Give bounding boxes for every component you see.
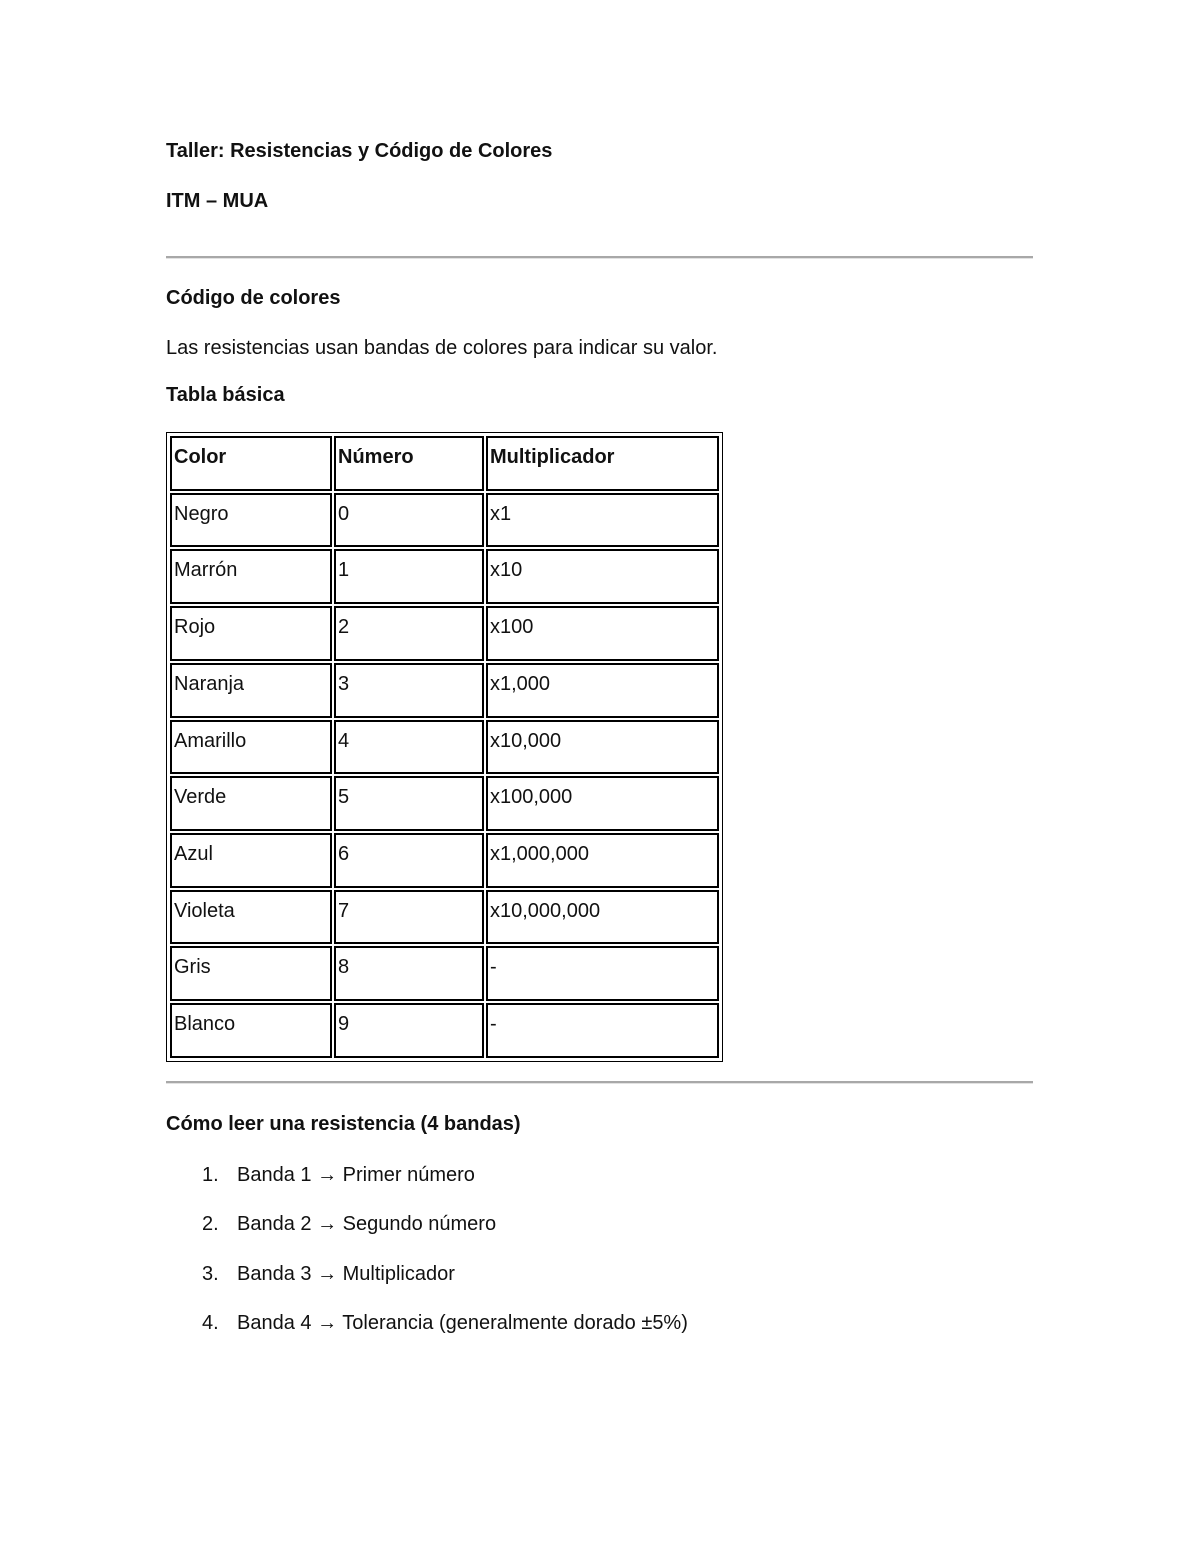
header-cell-color: Color xyxy=(170,436,332,491)
section-heading-leer: Cómo leer una resistencia (4 bandas) xyxy=(166,1113,521,1135)
cell-color: Negro xyxy=(170,493,332,548)
cell-number: 0 xyxy=(334,493,484,548)
cell-multiplier: x1 xyxy=(486,493,719,548)
list-item-number: 1. xyxy=(202,1164,219,1186)
table-heading: Tabla básica xyxy=(166,384,285,406)
cell-color: Violeta xyxy=(170,890,332,945)
list-item-text: Banda 3 → Multiplicador xyxy=(237,1262,455,1285)
cell-number: 9 xyxy=(334,1003,484,1058)
table-row xyxy=(170,890,719,945)
cell-number: 8 xyxy=(334,946,484,1001)
color-code-table-frame xyxy=(166,432,723,1062)
list-item-text: Banda 2 → Segundo número xyxy=(237,1213,497,1236)
cell-color: Marrón xyxy=(170,549,332,604)
cell-number: 5 xyxy=(334,776,484,831)
table-row xyxy=(170,606,719,661)
table-row xyxy=(170,946,719,1001)
cell-multiplier: x1,000,000 xyxy=(486,833,719,888)
horizontal-rule xyxy=(166,256,1033,259)
list-item-number: 3. xyxy=(202,1262,219,1285)
cell-number: 3 xyxy=(334,663,484,718)
horizontal-rule xyxy=(166,1081,1033,1084)
table-row xyxy=(170,549,719,604)
cell-color: Blanco xyxy=(170,1003,332,1058)
cell-multiplier: x10,000,000 xyxy=(486,890,719,945)
color-code-table xyxy=(168,434,721,1060)
cell-number: 6 xyxy=(334,833,484,888)
cell-multiplier: x1,000 xyxy=(486,663,719,718)
intro-paragraph: Las resistencias usan bandas de colores para indicar su valor. xyxy=(166,337,718,359)
cell-multiplier: - xyxy=(486,1003,719,1058)
cell-number: 7 xyxy=(334,890,484,945)
document-subtitle: ITM – MUA xyxy=(166,190,269,212)
list-item-number: 2. xyxy=(202,1213,219,1236)
table-row xyxy=(170,833,719,888)
table-row xyxy=(170,1003,719,1058)
header-cell-number: Número xyxy=(334,436,484,491)
cell-number: 1 xyxy=(334,549,484,604)
document-title: Taller: Resistencias y Código de Colores xyxy=(166,140,553,162)
table-row xyxy=(170,663,719,718)
cell-number: 2 xyxy=(334,606,484,661)
cell-color: Naranja xyxy=(170,663,332,718)
cell-number: 4 xyxy=(334,720,484,775)
table-header-row xyxy=(170,436,719,491)
cell-color: Rojo xyxy=(170,606,332,661)
table-row xyxy=(170,776,719,831)
header-cell-multiplier: Multiplicador xyxy=(486,436,719,491)
table-row xyxy=(170,493,719,548)
cell-multiplier: x10,000 xyxy=(486,720,719,775)
cell-color: Azul xyxy=(170,833,332,888)
list-item-number: 4. xyxy=(202,1311,219,1334)
cell-color: Gris xyxy=(170,946,332,1001)
cell-multiplier: x100,000 xyxy=(486,776,719,831)
cell-multiplier: - xyxy=(486,946,719,1001)
table-row xyxy=(170,720,719,775)
list-item-text: Banda 4 → Tolerancia (generalmente dorado ±5%) xyxy=(237,1311,688,1334)
list-item-text: Banda 1 → Primer número xyxy=(237,1164,475,1186)
cell-multiplier: x10 xyxy=(486,549,719,604)
cell-multiplier: x100 xyxy=(486,606,719,661)
section-heading-codigo: Código de colores xyxy=(166,287,341,309)
cell-color: Amarillo xyxy=(170,720,332,775)
cell-color: Verde xyxy=(170,776,332,831)
